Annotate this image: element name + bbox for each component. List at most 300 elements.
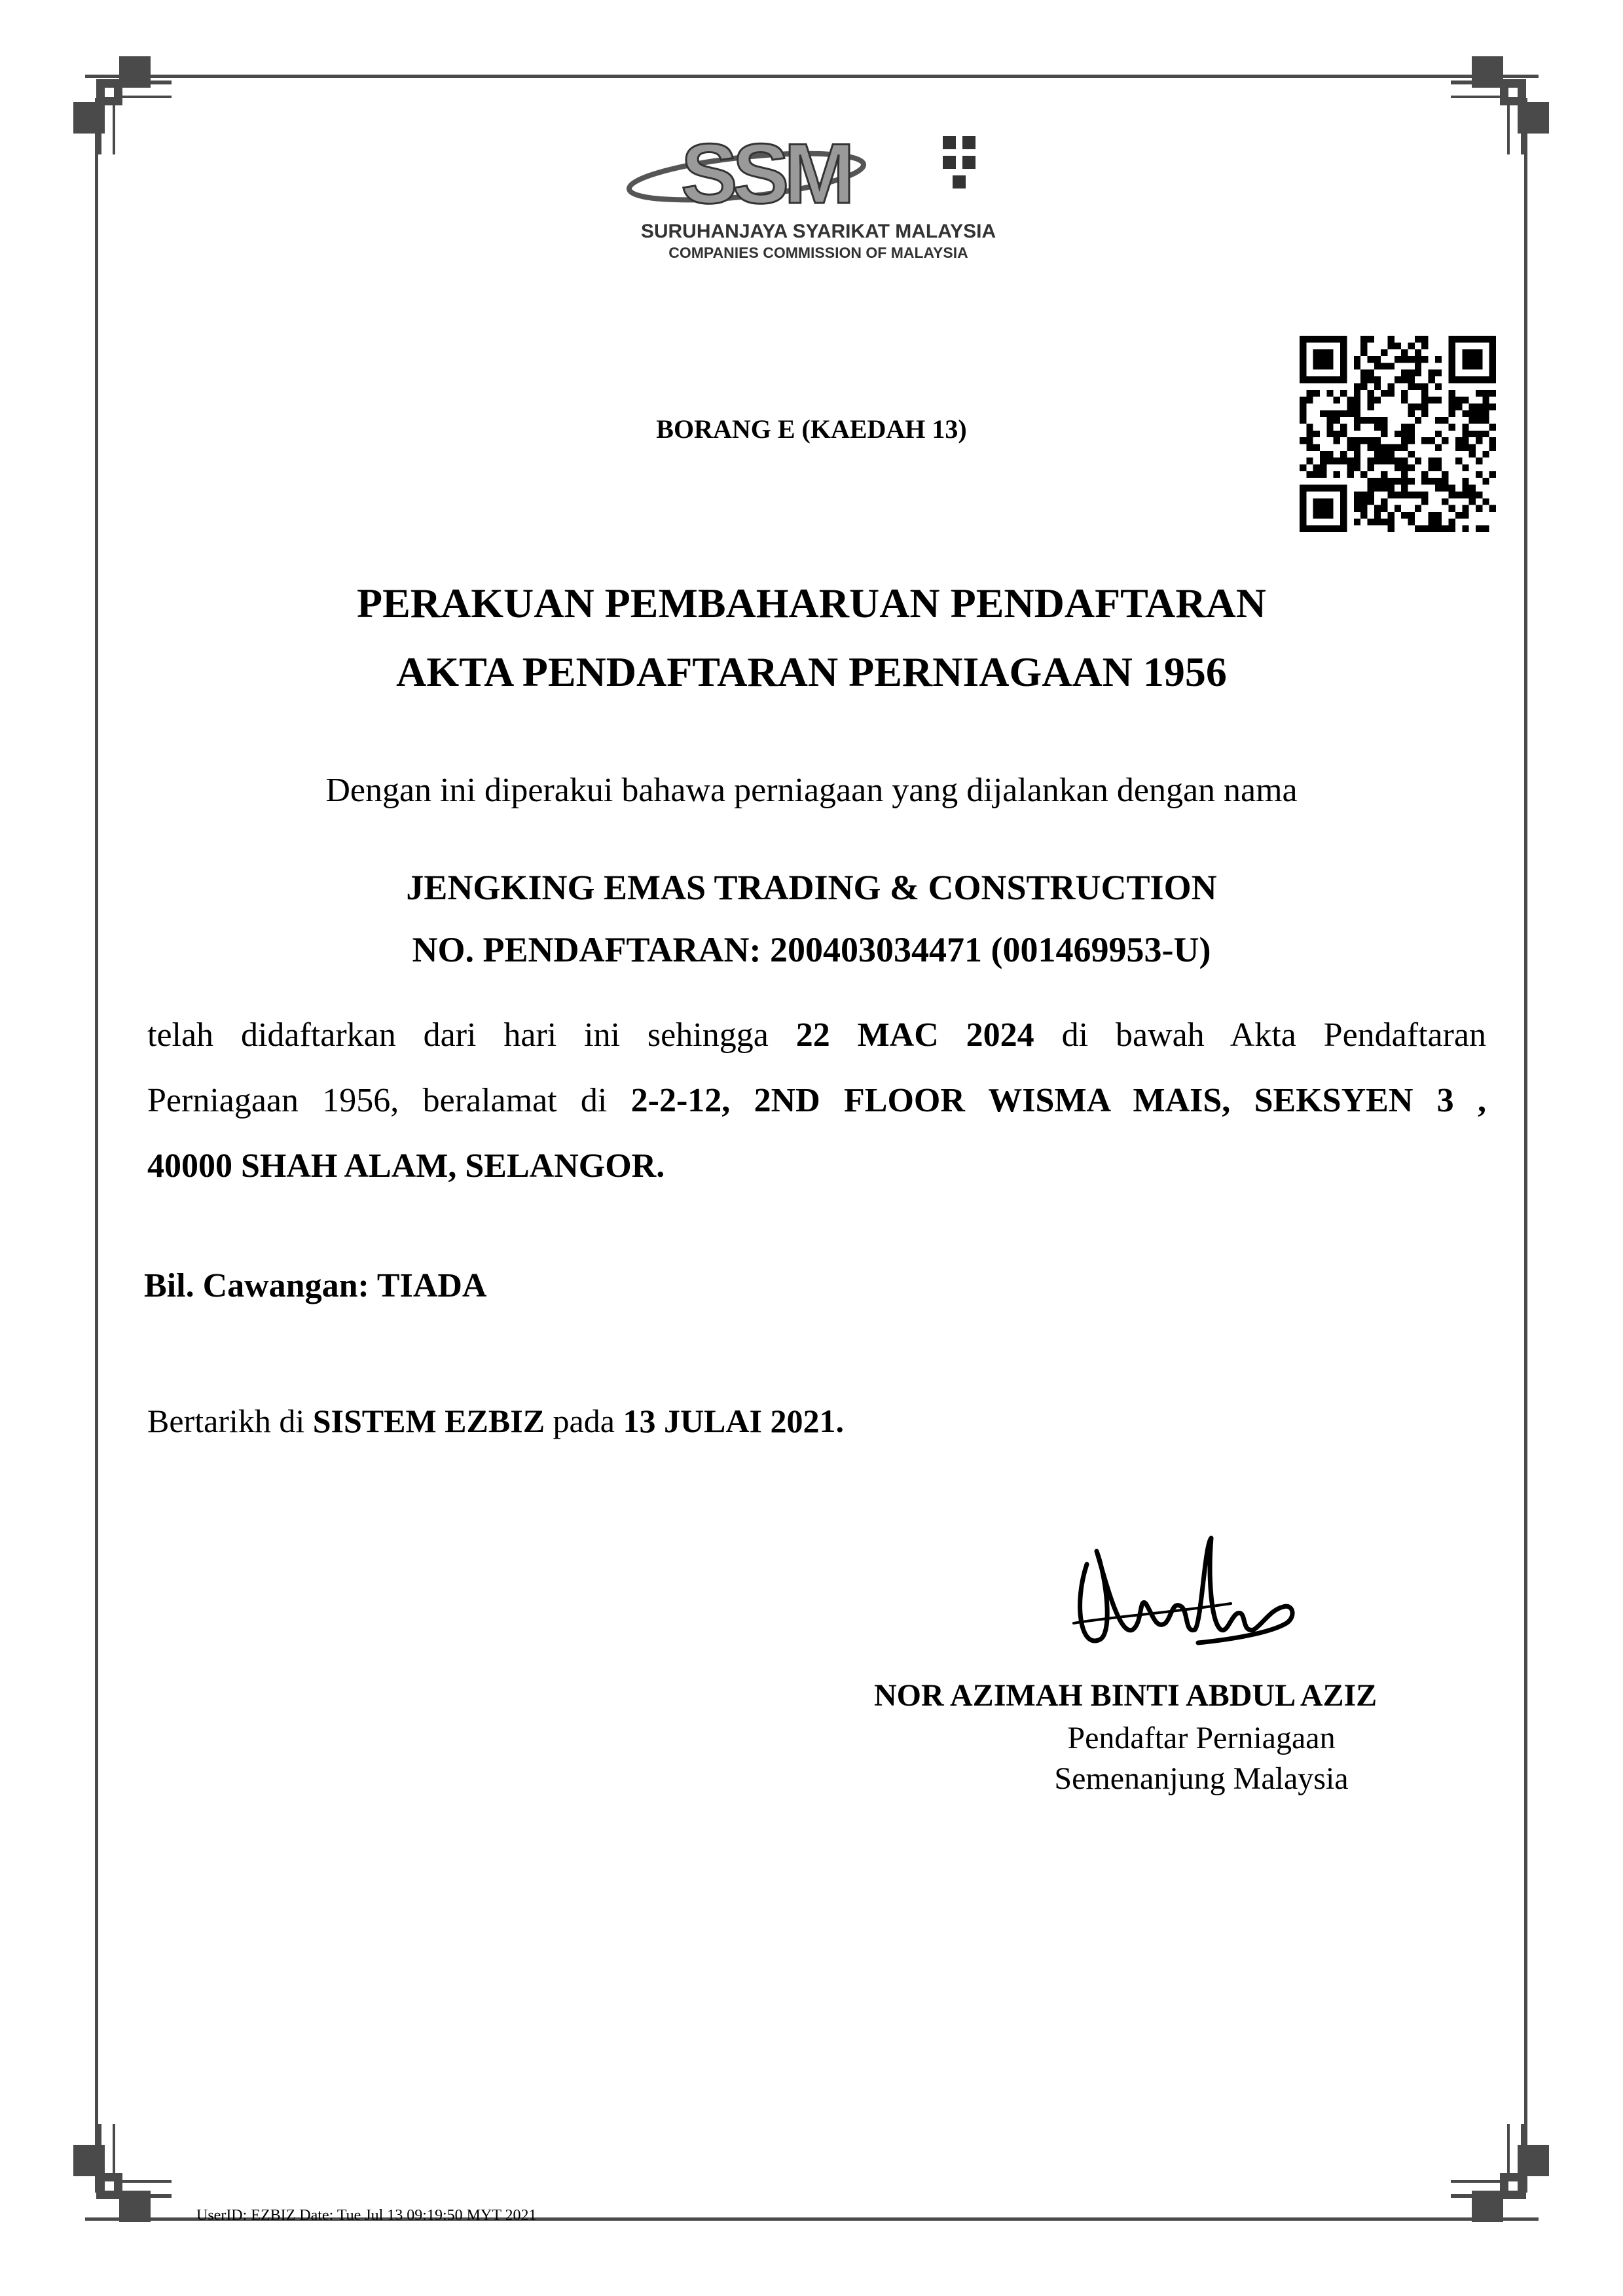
qr-module <box>1334 376 1340 383</box>
qr-module <box>1340 485 1347 492</box>
qr-module <box>1395 444 1401 451</box>
qr-module <box>1429 526 1435 532</box>
qr-module <box>1395 356 1401 363</box>
qr-module <box>1401 356 1408 363</box>
qr-module <box>1306 485 1313 492</box>
qr-module <box>1387 342 1394 349</box>
qr-module <box>1455 444 1462 451</box>
qr-module <box>1300 342 1306 349</box>
qr-module <box>1455 376 1462 383</box>
qr-module <box>1367 356 1374 363</box>
qr-module <box>1360 350 1367 356</box>
qr-module <box>1421 342 1428 349</box>
qr-module <box>1421 336 1428 342</box>
qr-module <box>1408 478 1415 484</box>
qr-module <box>1449 370 1455 376</box>
qr-module <box>1449 356 1455 363</box>
qr-module <box>1354 492 1360 498</box>
qr-module <box>1313 471 1320 478</box>
qr-module <box>1340 518 1347 525</box>
qr-module <box>1408 451 1415 457</box>
qr-module <box>1354 465 1360 471</box>
qr-module <box>1449 526 1455 532</box>
qr-module <box>1476 403 1482 410</box>
qr-module <box>1354 403 1360 410</box>
qr-module <box>1306 457 1313 464</box>
qr-module <box>1374 376 1381 383</box>
qr-module <box>1415 492 1421 498</box>
qr-module <box>1415 370 1421 376</box>
qr-module <box>1408 518 1415 525</box>
qr-module <box>1360 505 1367 512</box>
qr-module <box>1320 512 1326 518</box>
qr-module <box>1435 444 1442 451</box>
qr-module <box>1415 336 1421 342</box>
qr-module <box>1469 356 1476 363</box>
qr-module <box>1415 457 1421 464</box>
qr-module <box>1476 505 1482 512</box>
signatory-name: NOR AZIMAH BINTI ABDUL AZIZ <box>874 1678 1377 1713</box>
qr-module <box>1374 485 1381 492</box>
qr-module <box>1435 356 1442 363</box>
qr-module <box>1476 390 1482 397</box>
qr-module <box>1313 363 1320 369</box>
qr-module <box>1340 512 1347 518</box>
qr-module <box>1326 526 1333 532</box>
qr-module <box>1476 492 1482 498</box>
qr-module <box>1367 518 1374 525</box>
qr-module <box>1354 498 1360 505</box>
qr-module <box>1415 403 1421 410</box>
qr-module <box>1401 471 1408 478</box>
qr-module <box>1429 512 1435 518</box>
qr-module <box>1408 492 1415 498</box>
qr-module <box>1313 376 1320 383</box>
qr-module <box>1326 451 1333 457</box>
qr-module <box>1326 356 1333 363</box>
qr-module <box>1374 457 1381 464</box>
qr-module <box>1476 376 1482 383</box>
qr-module <box>1476 356 1482 363</box>
qr-module <box>1360 376 1367 383</box>
qr-module <box>1313 336 1320 342</box>
qr-module <box>1435 465 1442 471</box>
qr-module <box>1381 444 1387 451</box>
dated-statement <box>147 1402 844 1440</box>
corner-ornament-top-right <box>1438 56 1549 168</box>
qr-module <box>1313 485 1320 492</box>
qr-module <box>1374 505 1381 512</box>
qr-module <box>1381 471 1387 478</box>
svg-text:SURUHANJAYA SYARIKAT MALAYSIA: SURUHANJAYA SYARIKAT MALAYSIA <box>640 221 996 242</box>
qr-module <box>1421 390 1428 397</box>
footer-meta: UserID: EZBIZ Date: Tue Jul 13 09:19:50 MYT 2021 <box>196 2207 537 2224</box>
qr-module <box>1367 498 1374 505</box>
qr-module <box>1421 478 1428 484</box>
qr-module <box>1326 512 1333 518</box>
qr-module <box>1435 457 1442 464</box>
qr-module <box>1367 397 1374 403</box>
qr-module <box>1320 498 1326 505</box>
qr-module <box>1387 518 1394 525</box>
issuing-system: SISTEM EZBIZ <box>312 1403 545 1439</box>
qr-module <box>1367 403 1374 410</box>
qr-module <box>1360 498 1367 505</box>
qr-module <box>1334 485 1340 492</box>
qr-module <box>1421 526 1428 532</box>
qr-module <box>1429 478 1435 484</box>
qr-module <box>1347 465 1353 471</box>
qr-module <box>1306 376 1313 383</box>
registration-number: NO. PENDAFTARAN: 200403034471 (001469953-U) <box>412 930 1211 969</box>
qr-module <box>1395 492 1401 498</box>
qr-module <box>1387 492 1394 498</box>
qr-module <box>1313 390 1320 397</box>
qr-module <box>1340 342 1347 349</box>
qr-module <box>1462 512 1468 518</box>
qr-module <box>1320 465 1326 471</box>
qr-module <box>1367 457 1374 464</box>
qr-module <box>1354 518 1360 525</box>
qr-module <box>1300 465 1306 471</box>
qr-module <box>1421 471 1428 478</box>
qr-module <box>1320 457 1326 464</box>
qr-module <box>1401 376 1408 383</box>
dated-mid: pada <box>553 1403 615 1439</box>
qr-module <box>1340 498 1347 505</box>
qr-module <box>1415 363 1421 369</box>
frame-left-line <box>95 98 98 2193</box>
qr-module <box>1462 478 1468 484</box>
qr-module <box>1395 342 1401 349</box>
qr-module <box>1326 376 1333 383</box>
qr-module <box>1455 512 1462 518</box>
qr-module <box>1415 356 1421 363</box>
qr-module <box>1482 451 1489 457</box>
qr-module <box>1300 492 1306 498</box>
qr-module <box>1449 350 1455 356</box>
qr-module <box>1387 363 1394 369</box>
svg-text:SSM: SSM <box>681 126 850 221</box>
qr-module <box>1354 363 1360 369</box>
qr-module <box>1320 485 1326 492</box>
qr-module <box>1462 505 1468 512</box>
qr-module <box>1401 485 1408 492</box>
qr-module <box>1408 376 1415 383</box>
qr-module <box>1435 478 1442 484</box>
qr-module <box>1429 376 1435 383</box>
qr-module <box>1300 370 1306 376</box>
qr-module <box>1360 492 1367 498</box>
qr-module <box>1455 403 1462 410</box>
qr-module <box>1326 505 1333 512</box>
qr-module <box>1326 498 1333 505</box>
qr-module <box>1449 518 1455 525</box>
qr-module <box>1482 478 1489 484</box>
qr-module <box>1415 526 1421 532</box>
qr-module <box>1482 498 1489 505</box>
business-name: JENGKING EMAS TRADING & CONSTRUCTION <box>406 868 1217 907</box>
intro-statement: Dengan ini diperakui bahawa perniagaan yang dijalankan dengan nama <box>325 772 1298 809</box>
qr-module <box>1482 376 1489 383</box>
qr-module <box>1449 376 1455 383</box>
qr-module <box>1395 376 1401 383</box>
qr-module <box>1395 457 1401 464</box>
qr-module <box>1462 350 1468 356</box>
dated-prefix: Bertarikh di <box>147 1403 305 1439</box>
qr-module <box>1306 397 1313 403</box>
qr-module <box>1449 336 1455 342</box>
qr-module <box>1381 457 1387 464</box>
qr-module <box>1374 356 1381 363</box>
qr-module <box>1387 383 1394 389</box>
qr-module <box>1476 363 1482 369</box>
body-text: Perniagaan 1956, beralamat di <box>147 1082 608 1119</box>
qr-module <box>1476 457 1482 464</box>
qr-module <box>1340 526 1347 532</box>
qr-module <box>1320 356 1326 363</box>
qr-module <box>1469 350 1476 356</box>
qr-module <box>1313 350 1320 356</box>
qr-module <box>1367 492 1374 498</box>
qr-module <box>1367 376 1374 383</box>
qr-module <box>1408 465 1415 471</box>
qr-module <box>1387 451 1394 457</box>
qr-module <box>1326 336 1333 342</box>
qr-module <box>1374 512 1381 518</box>
qr-module <box>1489 471 1496 478</box>
qr-module <box>1462 526 1468 532</box>
qr-module <box>1489 403 1496 410</box>
qr-module <box>1415 383 1421 389</box>
qr-module <box>1429 397 1435 403</box>
qr-module <box>1469 485 1476 492</box>
qr-module <box>1300 526 1306 532</box>
qr-module <box>1421 397 1428 403</box>
qr-module <box>1300 356 1306 363</box>
qr-module <box>1482 390 1489 397</box>
qr-module <box>1401 512 1408 518</box>
qr-module <box>1401 390 1408 397</box>
qr-module <box>1455 336 1462 342</box>
qr-module <box>1435 518 1442 525</box>
qr-module <box>1320 471 1326 478</box>
corner-ornament-top-left <box>73 56 185 168</box>
qr-module <box>1429 457 1435 464</box>
qr-module <box>1476 336 1482 342</box>
qr-module <box>1469 498 1476 505</box>
qr-module <box>1489 342 1496 349</box>
qr-module <box>1340 363 1347 369</box>
qr-module <box>1300 350 1306 356</box>
qr-module <box>1429 370 1435 376</box>
qr-module <box>1367 465 1374 471</box>
qr-module <box>1326 363 1333 369</box>
qr-module <box>1381 478 1387 484</box>
qr-module <box>1421 498 1428 505</box>
qr-module <box>1381 485 1387 492</box>
qr-module <box>1408 370 1415 376</box>
qr-module <box>1421 383 1428 389</box>
qr-module <box>1442 478 1448 484</box>
qr-module <box>1306 526 1313 532</box>
qr-module <box>1455 397 1462 403</box>
qr-module <box>1313 356 1320 363</box>
qr-module <box>1340 451 1347 457</box>
qr-module <box>1300 336 1306 342</box>
qr-module <box>1449 390 1455 397</box>
qr-module <box>1429 465 1435 471</box>
qr-module <box>1476 471 1482 478</box>
qr-module <box>1408 403 1415 410</box>
qr-module <box>1442 526 1448 532</box>
qr-module <box>1482 526 1489 532</box>
body-line-1 <box>147 1016 1486 1054</box>
qr-module <box>1340 376 1347 383</box>
qr-module <box>1360 342 1367 349</box>
qr-module <box>1462 465 1468 471</box>
qr-module <box>1374 451 1381 457</box>
qr-module <box>1374 397 1381 403</box>
expiry-date: 22 MAC 2024 <box>795 1016 1034 1054</box>
qr-module <box>1489 444 1496 451</box>
qr-module <box>1334 526 1340 532</box>
qr-module <box>1326 485 1333 492</box>
qr-module <box>1476 350 1482 356</box>
qr-module <box>1381 390 1387 397</box>
qr-module <box>1300 498 1306 505</box>
qr-module <box>1401 457 1408 464</box>
body-line-2 <box>147 1081 1486 1120</box>
qr-module <box>1449 397 1455 403</box>
qr-module <box>1387 444 1394 451</box>
qr-module <box>1489 350 1496 356</box>
qr-module <box>1360 383 1367 389</box>
qr-module <box>1354 444 1360 451</box>
qr-module <box>1449 403 1455 410</box>
signature-image <box>1061 1525 1309 1676</box>
business-address-line1: 2-2-12, 2ND FLOOR WISMA MAIS, SEKSYEN 3 , <box>630 1082 1486 1119</box>
qr-module <box>1408 356 1415 363</box>
qr-module <box>1455 492 1462 498</box>
qr-module <box>1482 397 1489 403</box>
qr-module <box>1387 336 1394 342</box>
ssm-logo-icon <box>609 124 1028 265</box>
qr-module <box>1374 518 1381 525</box>
qr-module <box>1313 505 1320 512</box>
signatory-region: Semenanjung Malaysia <box>1054 1761 1349 1796</box>
qr-module <box>1360 370 1367 376</box>
qr-module <box>1300 518 1306 525</box>
qr-module <box>1360 471 1367 478</box>
qr-module <box>1462 492 1468 498</box>
qr-module <box>1462 336 1468 342</box>
body-text: telah didaftarkan dari hari ini sehingga <box>147 1016 769 1054</box>
qr-module <box>1401 350 1408 356</box>
qr-module <box>1469 403 1476 410</box>
qr-module <box>1354 505 1360 512</box>
qr-module <box>1429 518 1435 525</box>
qr-module <box>1449 363 1455 369</box>
qr-module <box>1395 505 1401 512</box>
qr-module <box>1489 336 1496 342</box>
qr-module <box>1354 451 1360 457</box>
frame-right-line <box>1524 98 1527 2193</box>
corner-ornament-bottom-right <box>1438 2111 1549 2222</box>
qr-module <box>1300 485 1306 492</box>
qr-module <box>1489 363 1496 369</box>
qr-module <box>1435 397 1442 403</box>
qr-module <box>1313 465 1320 471</box>
frame-top-line <box>85 75 1539 78</box>
qr-module <box>1320 376 1326 383</box>
issue-date: 13 JULAI 2021. <box>623 1403 844 1439</box>
qr-module <box>1408 342 1415 349</box>
qr-module <box>1482 403 1489 410</box>
qr-module <box>1300 505 1306 512</box>
qr-module <box>1320 363 1326 369</box>
qr-module <box>1421 356 1428 363</box>
certificate-title-line1: PERAKUAN PEMBAHARUAN PENDAFTARAN <box>357 580 1266 626</box>
qr-module <box>1313 526 1320 532</box>
qr-module <box>1347 444 1353 451</box>
qr-module <box>1469 376 1476 383</box>
qr-module <box>1401 465 1408 471</box>
qr-module <box>1435 485 1442 492</box>
qr-module <box>1462 363 1468 369</box>
qr-module <box>1320 505 1326 512</box>
qr-module <box>1320 336 1326 342</box>
qr-module <box>1313 498 1320 505</box>
qr-module <box>1354 397 1360 403</box>
qr-module <box>1334 397 1340 403</box>
qr-module <box>1482 336 1489 342</box>
qr-module <box>1381 363 1387 369</box>
qr-module <box>1381 518 1387 525</box>
svg-text:COMPANIES COMMISSION OF MALAYS: COMPANIES COMMISSION OF MALAYSIA <box>668 244 968 261</box>
qr-module <box>1300 512 1306 518</box>
qr-module <box>1354 390 1360 397</box>
qr-module <box>1340 390 1347 397</box>
signatory-role: Pendaftar Perniagaan <box>1067 1721 1336 1755</box>
qr-module <box>1489 356 1496 363</box>
qr-module <box>1367 485 1374 492</box>
qr-module <box>1469 492 1476 498</box>
qr-module <box>1347 457 1353 464</box>
qr-module <box>1367 336 1374 342</box>
qr-module <box>1354 383 1360 389</box>
qr-module <box>1408 383 1415 389</box>
qr-module <box>1387 457 1394 464</box>
qr-module <box>1367 478 1374 484</box>
qr-module <box>1469 444 1476 451</box>
qr-module <box>1306 390 1313 397</box>
branch-count: Bil. Cawangan: TIADA <box>144 1267 487 1304</box>
qr-module <box>1320 451 1326 457</box>
qr-module <box>1334 457 1340 464</box>
qr-module <box>1462 485 1468 492</box>
qr-module <box>1401 478 1408 484</box>
business-address-line2: 40000 SHAH ALAM, SELANGOR. <box>147 1147 665 1185</box>
qr-module <box>1395 478 1401 484</box>
qr-module <box>1360 336 1367 342</box>
qr-module <box>1320 526 1326 532</box>
qr-module <box>1489 376 1496 383</box>
qr-module <box>1442 498 1448 505</box>
qr-module <box>1354 457 1360 464</box>
qr-module <box>1462 356 1468 363</box>
qr-module <box>1334 336 1340 342</box>
